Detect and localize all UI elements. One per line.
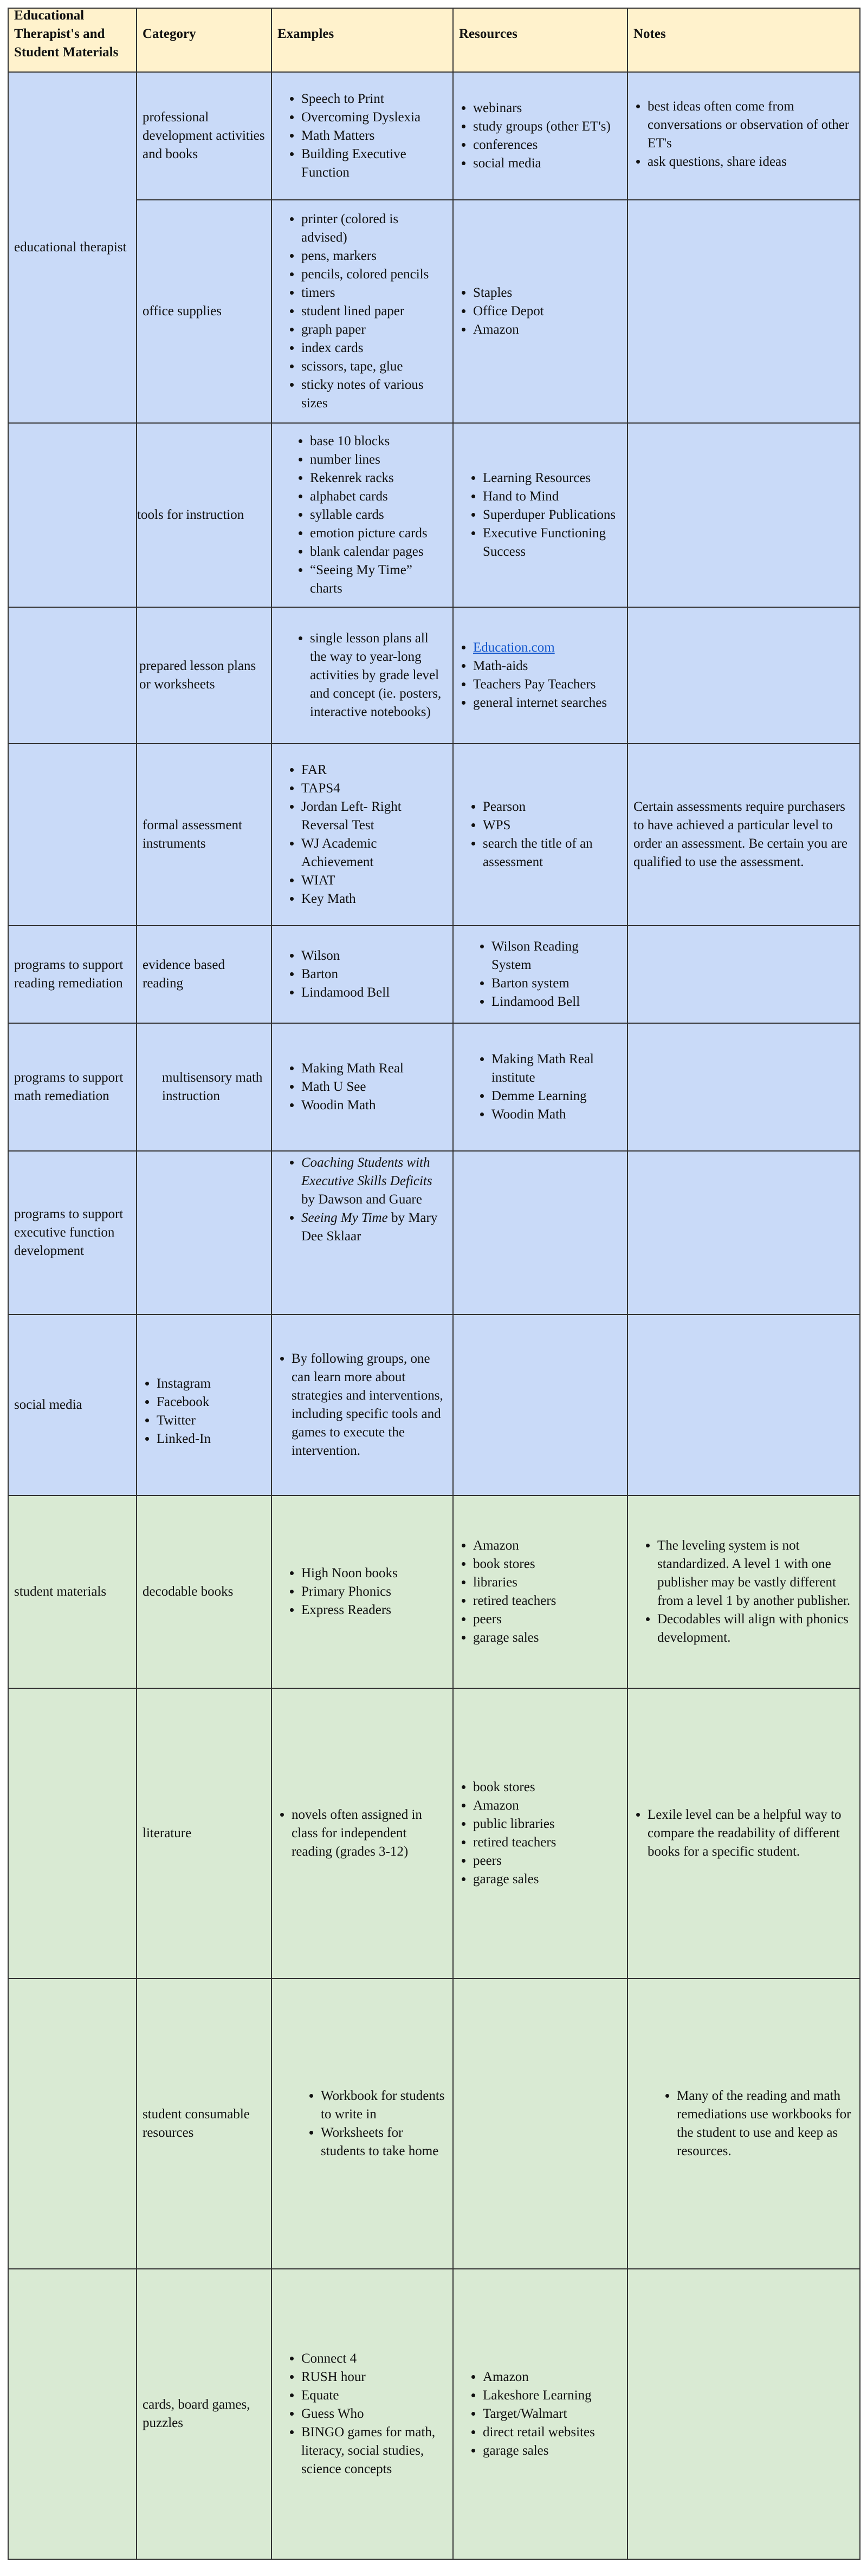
list-item: • garage sales: [473, 1629, 622, 1647]
header-group: Educational Therapist's and Student Materials: [8, 8, 137, 72]
list-item: • search the title of an assessment: [483, 835, 622, 871]
list-item: • Math U See: [301, 1078, 447, 1096]
examples-cell: [271, 607, 453, 744]
list-item: • book stores: [473, 1778, 622, 1797]
examples-list: [277, 1059, 447, 1115]
list-item: • Wilson: [301, 947, 447, 965]
category-cell: literature: [137, 1688, 271, 1979]
category-cell: [137, 1315, 271, 1495]
examples-cell: [271, 200, 453, 423]
resources-cell: [453, 1315, 627, 1495]
notes-cell: [627, 72, 860, 200]
examples-list: [277, 210, 447, 413]
header-notes: Notes: [627, 8, 860, 72]
list-item: • Rekenrek racks: [310, 469, 447, 487]
list-item: • Decodables will align with phonics development.: [657, 1610, 854, 1647]
list-item: • Connect 4: [301, 2350, 447, 2368]
notes-list: [633, 2087, 854, 2161]
list-item: • Woodin Math: [301, 1096, 447, 1115]
list-item: • ask questions, share ideas: [648, 153, 854, 171]
row-executive-function: [8, 1151, 860, 1315]
examples-list: [277, 761, 447, 908]
notes-cell: [627, 1979, 860, 2269]
book-author: by Dawson and Guare: [301, 1192, 422, 1207]
list-item: • blank calendar pages: [310, 543, 447, 561]
list-item: • Key Math: [301, 890, 447, 908]
notes-cell: [627, 744, 860, 926]
notes-cell: [627, 1023, 860, 1151]
resources-list: [459, 99, 622, 173]
list-item: • Linked-In: [157, 1430, 266, 1448]
list-item: • pens, markers: [301, 247, 447, 265]
list-item: • graph paper: [301, 321, 447, 339]
group-cell: [8, 423, 137, 607]
group-cell: [8, 607, 137, 744]
examples-list: [277, 629, 447, 721]
list-item: • Lindamood Bell: [491, 993, 622, 1011]
list-item: • Amazon: [473, 1797, 622, 1815]
list-item: • Building Executive Function: [301, 145, 447, 182]
notes-cell: [627, 2269, 860, 2559]
list-item: • Teachers Pay Teachers: [473, 675, 622, 694]
notes-list: [633, 1537, 854, 1647]
category-cell: office supplies: [137, 200, 271, 423]
list-item: • Barton system: [491, 974, 622, 993]
list-item: • Demme Learning: [491, 1087, 622, 1105]
list-item: • Lexile level can be a helpful way to compare the readability of different books for a specific student.: [648, 1806, 854, 1861]
group-reading: programs to support reading remediation: [8, 926, 137, 1023]
row-social-media: [8, 1315, 860, 1495]
list-item: • WIAT: [301, 871, 447, 890]
examples-list: [277, 90, 447, 182]
notes-cell: [627, 1151, 860, 1315]
list-item: • Amazon: [473, 321, 622, 339]
resources-cell: [453, 2269, 627, 2559]
list-item: • RUSH hour: [301, 2368, 447, 2386]
examples-list: [277, 947, 447, 1002]
category-cell: decodable books: [137, 1495, 271, 1688]
examples-cell: [271, 1023, 453, 1151]
header-examples: Examples: [271, 8, 453, 72]
group-cell: [8, 2269, 137, 2559]
notes-list: [633, 1806, 854, 1861]
list-item: • best ideas often come from conversations or observation of other ET's: [648, 97, 854, 153]
resources-list: [459, 2368, 622, 2460]
list-item: • pencils, colored pencils: [301, 265, 447, 284]
list-item: • Math-aids: [473, 657, 622, 675]
social-list: [143, 1375, 266, 1448]
list-item: [301, 1209, 447, 1246]
group-cell: [8, 744, 137, 926]
list-item: • Lindamood Bell: [301, 984, 447, 1002]
list-item: • Making Math Real institute: [491, 1050, 622, 1087]
header-resources: Resources: [453, 8, 627, 72]
list-item: • garage sales: [483, 2442, 622, 2460]
list-item: • syllable cards: [310, 506, 447, 524]
list-item: • base 10 blocks: [310, 432, 447, 451]
group-executive: programs to support executive function development: [8, 1151, 137, 1315]
category-cell: student consumable resources: [137, 1979, 271, 2269]
list-item: • Barton: [301, 965, 447, 984]
resources-list: [459, 938, 622, 1011]
row-tools-for-instruction: [8, 423, 860, 607]
list-item: • Guess Who: [301, 2405, 447, 2423]
resources-cell: [453, 1688, 627, 1979]
category-cell: evidence based reading: [137, 926, 271, 1023]
group-student: student materials: [8, 1495, 137, 1688]
row-math-remediation: [8, 1023, 860, 1151]
resources-cell: [453, 1495, 627, 1688]
group-cell: [8, 1688, 137, 1979]
resources-cell: [453, 423, 627, 607]
list-item: • High Noon books: [301, 1564, 447, 1583]
list-item: • Superduper Publications: [483, 506, 622, 524]
resources-list: [459, 469, 622, 561]
examples-list: [277, 2350, 447, 2479]
list-item: • Woodin Math: [491, 1105, 622, 1124]
list-item: • general internet searches: [473, 694, 622, 712]
notes-cell: [627, 1495, 860, 1688]
examples-list: [277, 1154, 447, 1246]
notes-list: [633, 97, 854, 171]
notes-cell: [627, 423, 860, 607]
list-item: • Amazon: [473, 1537, 622, 1555]
list-item: • BINGO games for math, literacy, social studies, science concepts: [301, 2423, 447, 2479]
examples-list: [277, 1806, 447, 1861]
list-item: • novels often assigned in class for independent reading (grades 3-12): [292, 1806, 447, 1861]
list-item: • WJ Academic Achievement: [301, 835, 447, 871]
category-cell: [137, 1151, 271, 1315]
resources-cell: [453, 744, 627, 926]
examples-list: [277, 1564, 447, 1619]
examples-cell: [271, 1151, 453, 1315]
list-item: • Lakeshore Learning: [483, 2386, 622, 2405]
list-item: • social media: [473, 154, 622, 173]
resources-cell: [453, 1151, 627, 1315]
list-item: • Target/Walmart: [483, 2405, 622, 2423]
group-cell: [8, 1979, 137, 2269]
list-item: • Twitter: [157, 1411, 266, 1430]
list-item: • timers: [301, 284, 447, 302]
list-item: • TAPS4: [301, 779, 447, 798]
row-literature: [8, 1688, 860, 1979]
list-item: • Executive Functioning Success: [483, 524, 622, 561]
list-item: [301, 1154, 447, 1209]
list-item: • Office Depot: [473, 302, 622, 321]
list-item: • sticky notes of various sizes: [301, 376, 447, 413]
resources-cell: [453, 926, 627, 1023]
examples-cell: [271, 1495, 453, 1688]
list-item: • webinars: [473, 99, 622, 118]
list-item: • Overcoming Dyslexia: [301, 108, 447, 127]
list-item: • Amazon: [483, 2368, 622, 2386]
group-educational-therapist: educational therapist: [8, 72, 137, 423]
row-lesson-plans: [8, 607, 860, 744]
resources-list: [459, 1050, 622, 1124]
examples-cell: [271, 744, 453, 926]
category-cell: cards, board games, puzzles: [137, 2269, 271, 2559]
row-decodable-books: [8, 1495, 860, 1688]
list-item: • conferences: [473, 136, 622, 154]
list-item: • Making Math Real: [301, 1059, 447, 1078]
list-item: • Jordan Left- Right Reversal Test: [301, 798, 447, 835]
examples-list: [277, 1350, 447, 1460]
list-item: • Many of the reading and math remediations use workbooks for the student to use and keep as resources.: [677, 2087, 854, 2161]
list-item: • garage sales: [473, 1870, 622, 1889]
list-item: • printer (colored is advised): [301, 210, 447, 247]
list-item: • student lined paper: [301, 302, 447, 321]
list-item: • WPS: [483, 816, 622, 835]
list-item: • Express Readers: [301, 1601, 447, 1619]
examples-list: [277, 432, 447, 598]
list-item: • By following groups, one can learn more about strategies and interventions, including specific tools and games to execute the intervention.: [292, 1350, 447, 1460]
document: [8, 8, 859, 2568]
resources-cell: [453, 607, 627, 744]
list-item: • alphabet cards: [310, 487, 447, 506]
list-item: • number lines: [310, 451, 447, 469]
notes-cell: [627, 1688, 860, 1979]
resources-cell: [453, 200, 627, 423]
list-item: • Workbook for students to write in: [321, 2087, 447, 2124]
list-item: • Facebook: [157, 1393, 266, 1411]
list-item: • emotion picture cards: [310, 524, 447, 543]
resources-list: [459, 1537, 622, 1647]
resources-list: [459, 1778, 622, 1889]
list-item: • Worksheets for students to take home: [321, 2124, 447, 2161]
resources-cell: [453, 1979, 627, 2269]
list-item: • FAR: [301, 761, 447, 779]
notes-cell: [627, 926, 860, 1023]
category-cell: professional development activities and books: [137, 72, 271, 200]
list-item: • Staples: [473, 284, 622, 302]
category-cell: prepared lesson plans or worksheets: [137, 607, 271, 744]
examples-cell: [271, 423, 453, 607]
list-item: • Speech to Print: [301, 90, 447, 108]
category-cell: tools for instruction: [137, 423, 271, 607]
resources-list: [459, 639, 622, 712]
list-item: • Equate: [301, 2386, 447, 2405]
list-item: • single lesson plans all the way to year-long activities by grade level and concept (ie. posters, interactive notebooks): [310, 629, 447, 721]
header-row: [8, 8, 860, 72]
category-cell: multisensory math instruction: [137, 1023, 271, 1151]
list-item: • peers: [473, 1610, 622, 1629]
assessment-note: Certain assessments require purchasers to have achieved a particular level to order an assessment. Be certain you are qualified to use the assessment.: [633, 799, 847, 869]
list-item: • retired teachers: [473, 1592, 622, 1610]
list-item: • scissors, tape, glue: [301, 357, 447, 376]
resources-cell: [453, 72, 627, 200]
list-item: • Learning Resources: [483, 469, 622, 487]
list-item: • Hand to Mind: [483, 487, 622, 506]
examples-cell: [271, 1315, 453, 1495]
examples-cell: [271, 926, 453, 1023]
resources-cell: [453, 1023, 627, 1151]
list-item: • book stores: [473, 1555, 622, 1573]
notes-cell: [627, 607, 860, 744]
list-item: • public libraries: [473, 1815, 622, 1833]
row-professional-development: [8, 72, 860, 200]
list-item: • Instagram: [157, 1375, 266, 1393]
list-item: • Wilson Reading System: [491, 938, 622, 974]
category-cell: formal assessment instruments: [137, 744, 271, 926]
list-item: • Primary Phonics: [301, 1583, 447, 1601]
list-item: • direct retail websites: [483, 2423, 622, 2442]
resources-list: [459, 798, 622, 871]
list-item: • study groups (other ET's): [473, 118, 622, 136]
education-com-link[interactable]: Education.com: [473, 640, 555, 655]
row-games-puzzles: [8, 2269, 860, 2559]
list-item: • retired teachers: [473, 1833, 622, 1852]
header-category: Category: [137, 8, 271, 72]
materials-table: [8, 8, 860, 2560]
book-title: Seeing My Time: [301, 1211, 388, 1225]
notes-cell: [627, 200, 860, 423]
row-formal-assessment: [8, 744, 860, 926]
list-item: • “Seeing My Time” charts: [310, 561, 447, 598]
examples-list: [277, 2087, 447, 2161]
group-social: social media: [8, 1315, 137, 1495]
list-item: • Pearson: [483, 798, 622, 816]
examples-cell: [271, 2269, 453, 2559]
list-item: [473, 639, 622, 657]
row-reading-remediation: [8, 926, 860, 1023]
book-title: Coaching Students with Executive Skills Deficits: [301, 1155, 432, 1188]
notes-cell: [627, 1315, 860, 1495]
list-item: • Math Matters: [301, 127, 447, 145]
book-author: by Mary Dee Sklaar: [301, 1211, 438, 1244]
group-math: programs to support math remediation: [8, 1023, 137, 1151]
list-item: • peers: [473, 1852, 622, 1870]
examples-cell: [271, 1979, 453, 2269]
list-item: • index cards: [301, 339, 447, 357]
resources-list: [459, 284, 622, 339]
list-item: • The leveling system is not standardized. A level 1 with one publisher may be vastly different from a level 1 by another publisher.: [657, 1537, 854, 1610]
list-item: • libraries: [473, 1573, 622, 1592]
examples-cell: [271, 1688, 453, 1979]
row-consumable-resources: [8, 1979, 860, 2269]
examples-cell: [271, 72, 453, 200]
